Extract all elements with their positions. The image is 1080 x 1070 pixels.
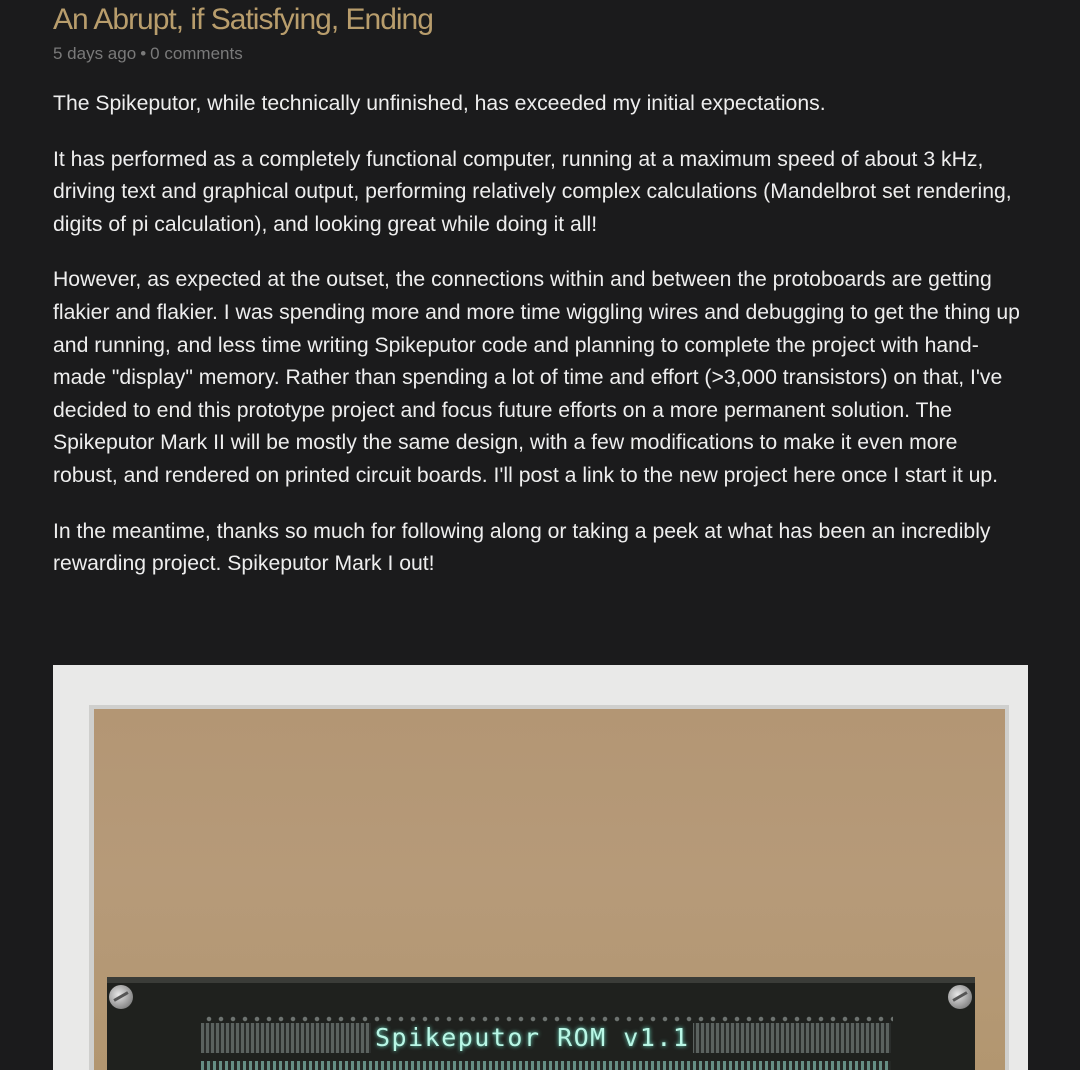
post-paragraph: However, as expected at the outset, the connections within and between the protoboards are getting flakier and flakier. I was spending more and more time wiggling wires and debugging to get the thing up and running, and less time writing Spikeputor code and planning to complete the project with hand-made "display" memory. Rather than spending a lot of time and effort (>3,000 transistors) on that, I've decided to end this prototype project and focus future efforts on a more permanent solution. The Spikeputor Mark II will be mostly the same design, with a few modifications to make it even more robust, and rendered on printed circuit boards. I'll post a link to the new project here once I start it up. (53, 268, 1020, 487)
screw-icon (109, 985, 133, 1009)
post-meta (53, 43, 1028, 65)
post-photo[interactable] (53, 665, 1028, 1070)
post-paragraph: The Spikeputor, while technically unfinished, has exceeded my initial expectations. (53, 92, 826, 115)
meta-separator: • (140, 44, 147, 63)
photo-vfd-text: Spikeputor ROM v1.1 (371, 1022, 693, 1053)
screw-icon (948, 985, 972, 1009)
post-paragraph: It has performed as a completely functional computer, running at a maximum speed of about 3 kHz, driving text and graphical output, performing relatively complex calculations (Mandelbrot set rendering, digits of pi calculation), and looking great while doing it all! (53, 147, 1012, 236)
post-timestamp: 5 days ago (53, 44, 137, 63)
photo-vfd-row (201, 1061, 891, 1070)
blog-post (53, 0, 1028, 581)
post-title[interactable]: An Abrupt, if Satisfying, Ending (53, 3, 433, 36)
comments-link[interactable]: 0 comments (150, 44, 243, 63)
post-paragraph: In the meantime, thanks so much for following along or taking a peek at what has been an incredibly rewarding project. Spikeputor Mark I out! (53, 519, 991, 576)
